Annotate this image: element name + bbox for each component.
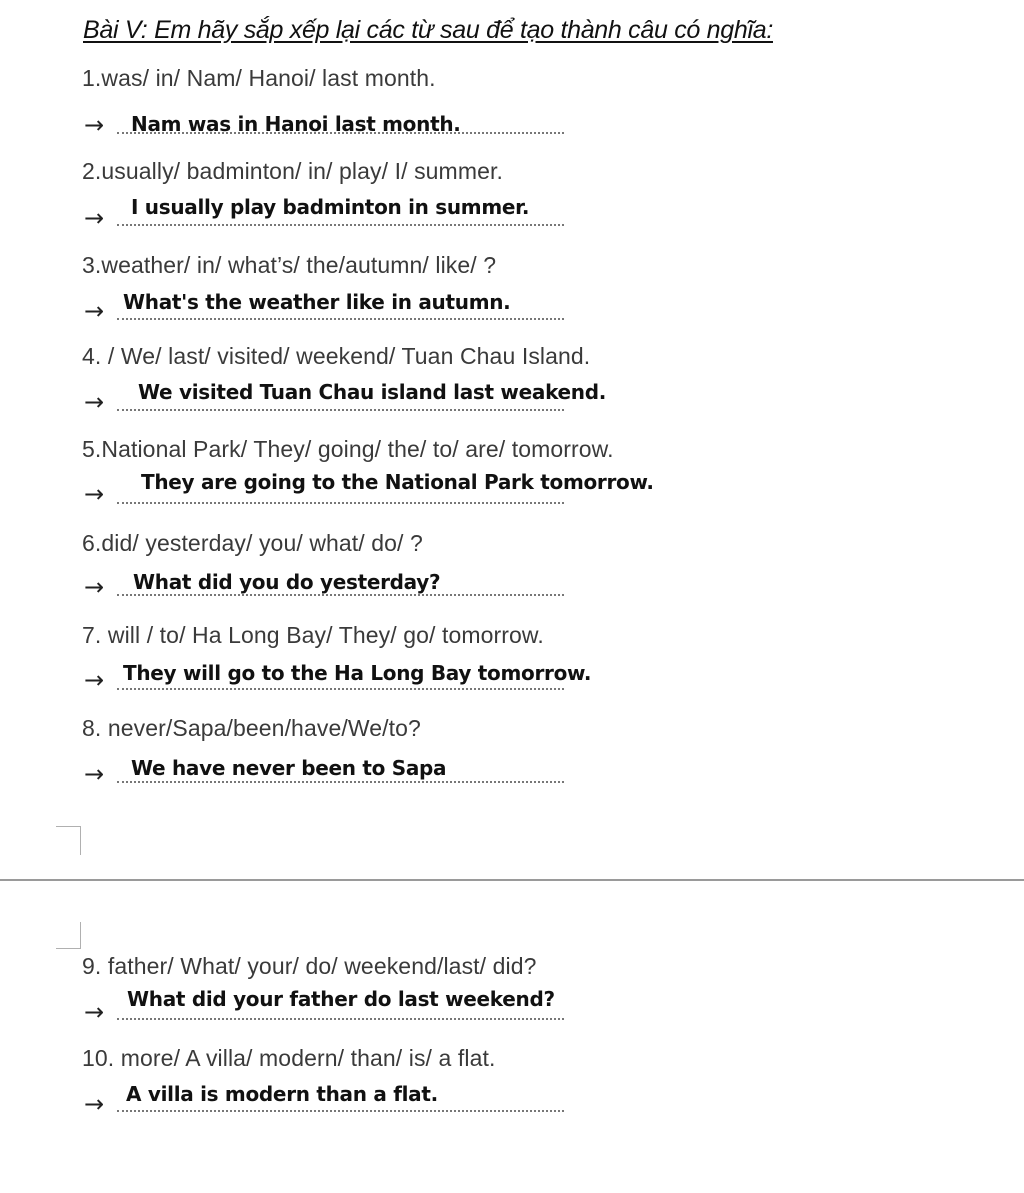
page-divider [0, 879, 1024, 881]
answer-5: They are going to the National Park tomorrow. [141, 470, 654, 494]
page-corner-mark [56, 922, 81, 949]
answer-line [117, 1110, 564, 1112]
question-10: 10. more/ A villa/ modern/ than/ is/ a flat. [82, 1045, 496, 1071]
question-6: 6.did/ yesterday/ you/ what/ do/ ? [82, 530, 423, 556]
answer-line [117, 409, 564, 411]
question-9: 9. father/ What/ your/ do/ weekend/last/ did? [82, 953, 537, 979]
question-4: 4. / We/ last/ visited/ weekend/ Tuan Chau Island. [82, 343, 591, 369]
question-8: 8. never/Sapa/been/have/We/to? [82, 715, 421, 741]
answer-line [117, 132, 564, 134]
arrow-icon: → [84, 204, 105, 232]
answer-8: We have never been to Sapa [131, 756, 447, 780]
arrow-icon: → [84, 297, 105, 325]
question-2: 2.usually/ badminton/ in/ play/ I/ summer. [82, 158, 503, 184]
arrow-icon: → [84, 573, 105, 601]
answer-2: I usually play badminton in summer. [131, 195, 530, 219]
answer-7: They will go to the Ha Long Bay tomorrow. [123, 661, 592, 685]
answer-line [117, 1018, 564, 1020]
answer-3: What's the weather like in autumn. [123, 290, 511, 314]
page-corner-mark [56, 826, 81, 855]
answer-line [117, 502, 564, 504]
answer-1: Nam was in Hanoi last month. [131, 112, 461, 136]
arrow-icon: → [84, 1090, 105, 1118]
answer-line [117, 594, 564, 596]
arrow-icon: → [84, 111, 105, 139]
answer-line [117, 318, 564, 320]
answer-line [117, 224, 564, 226]
question-7: 7. will / to/ Ha Long Bay/ They/ go/ tomorrow. [82, 622, 544, 648]
arrow-icon: → [84, 998, 105, 1026]
question-5: 5.National Park/ They/ going/ the/ to/ are/ tomorrow. [82, 436, 614, 462]
arrow-icon: → [84, 388, 105, 416]
question-3: 3.weather/ in/ what’s/ the/autumn/ like/ ? [82, 252, 497, 278]
arrow-icon: → [84, 480, 105, 508]
answer-4: We visited Tuan Chau island last weakend. [138, 380, 607, 404]
answer-10: A villa is modern than a flat. [126, 1082, 438, 1106]
answer-line [117, 781, 564, 783]
question-1: 1.was/ in/ Nam/ Hanoi/ last month. [82, 65, 436, 91]
answer-6: What did you do yesterday? [133, 570, 441, 594]
arrow-icon: → [84, 760, 105, 788]
answer-line [117, 688, 564, 690]
answer-9: What did your father do last weekend? [127, 987, 555, 1011]
exercise-title: Bài V: Em hãy sắp xếp lại các từ sau để tạo thành câu có nghĩa: [83, 16, 773, 44]
arrow-icon: → [84, 666, 105, 694]
